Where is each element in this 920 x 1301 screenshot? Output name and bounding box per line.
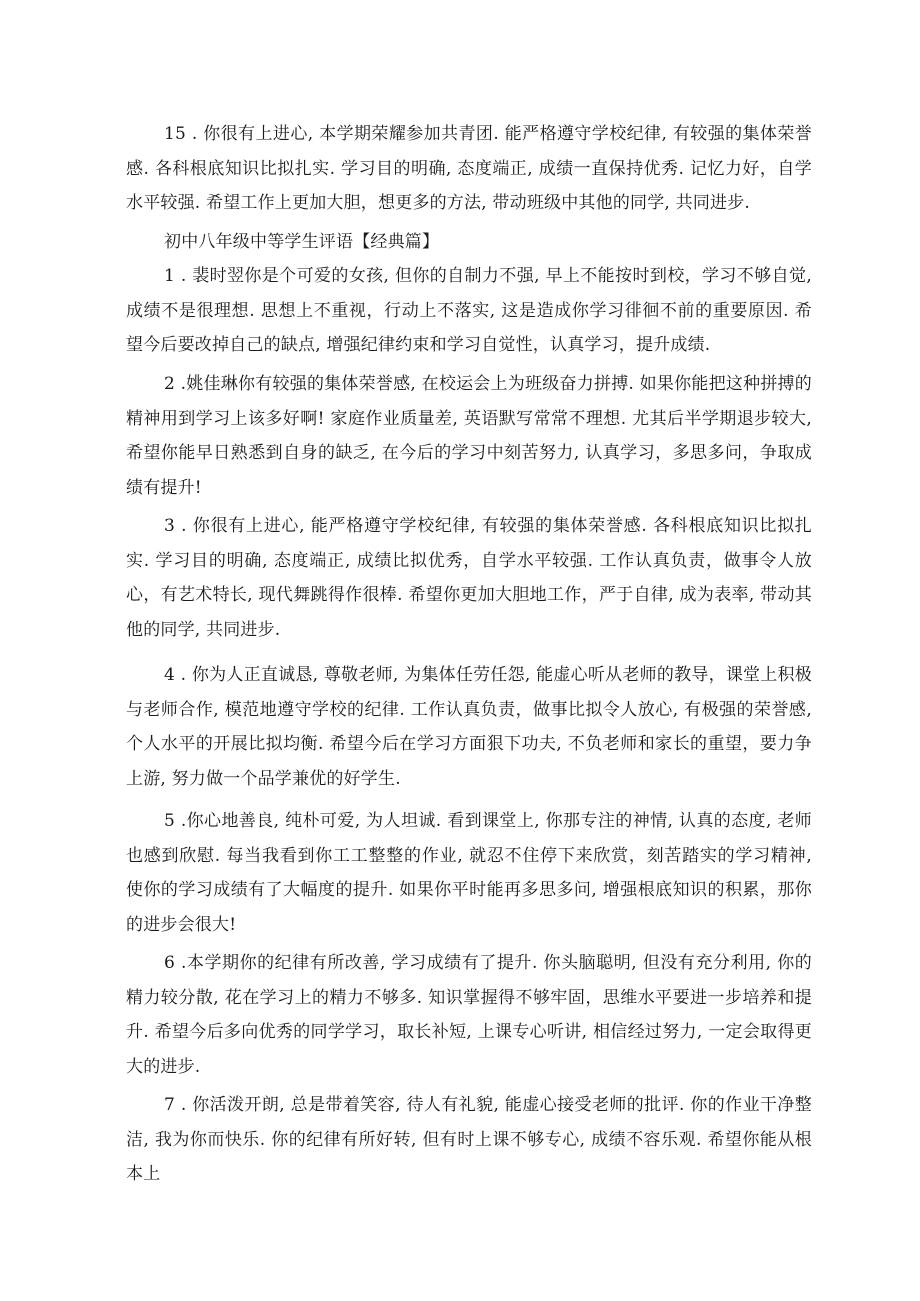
comment-paragraph-3: 3 . 你很有上进心, 能严格遵守学校纪律, 有较强的集体荣誉感. 各科根底知识比拟扎实. 学习目的明确, 态度端正, 成绩比拟优秀，自学水平较强. 工作认真负责，做事令人放心，有艺术特长, 现代舞跳得作很棒. 希望你更加大胆地工作，严于自律, 成为表率, 带动其他的同学, 共同进步.: [126, 516, 812, 640]
comment-paragraph-2: 2 .姚佳琳你有较强的集体荣誉感, 在校运会上为班级奋力拼搏. 如果你能把这种拼搏的精神用到学习上该多好啊! 家庭作业质量差, 英语默写常常不理想. 尤其后半学期退步较大, 希望你能早日熟悉到自身的缺乏, 在今后的学习中刻苦努力, 认真学习，多思多问，争取成绩有提升!: [126, 374, 812, 498]
comment-paragraph-5: 5 .你心地善良, 纯朴可爱, 为人坦诚. 看到课堂上, 你那专注的神情, 认真的态度, 老师也感到欣慰. 每当我看到你工工整整的作业, 就忍不住停下来欣赏，刻苦踏实的学习精神, 使你的学习成绩有了大幅度的提升. 如果你平时能再多思多问, 增强根底知识的积累，那你的进步会很大!: [126, 811, 812, 935]
comment-paragraph-6: 6 .本学期你的纪律有所改善, 学习成绩有了提升. 你头脑聪明, 但没有充分利用, 你的精力较分散, 花在学习上的精力不够多. 知识掌握得不够牢固，思维水平要进一步培养和提升. 希望今后多向优秀的同学学习，取长补短, 上课专心听讲, 相信经过努力, 一定会取得更大的进步.: [126, 953, 812, 1077]
intro-paragraph: 15 . 你很有上进心, 本学期荣耀参加共青团. 能严格遵守学校纪律, 有较强的集体荣誉感. 各科根底知识比拟扎实. 学习目的明确, 态度端正, 成绩一直保持优秀. 记忆力好，自学水平较强. 希望工作上更加大胆，想更多的方法, 带动班级中其他的同学, 共同进步.: [126, 124, 812, 213]
comment-paragraph-4: 4 . 你为人正直诚恳, 尊敬老师, 为集体任劳任怨, 能虚心听从老师的教导，课堂上积极与老师合作, 模范地遵守学校的纪律. 工作认真负责，做事比拟令人放心, 有极强的荣誉感, 个人水平的开展比拟均衡. 希望今后在学习方面狠下功夫, 不负老师和家长的重望，要力争上游, 努力做一个品学兼优的好学生.: [126, 665, 812, 789]
comment-paragraph-1: 1 . 裴时翌你是个可爱的女孩, 但你的自制力不强, 早上不能按时到校，学习不够自觉, 成绩不是很理想. 思想上不重视，行动上不落实, 这是造成你学习徘徊不前的重要原因. 希望今后要改掉自己的缺点, 增强纪律约束和学习自觉性，认真学习，提升成绩.: [126, 266, 812, 355]
section-title: 初中八年级中等学生评语【经典篇】: [164, 232, 440, 252]
comment-paragraph-7: 7 . 你活泼开朗, 总是带着笑容, 待人有礼貌, 能虚心接受老师的批评. 你的作业干净整洁, 我为你而快乐. 你的纪律有所好转, 但有时上课不够专心, 成绩不容乐观. 希望你能从根本上: [126, 1095, 812, 1184]
